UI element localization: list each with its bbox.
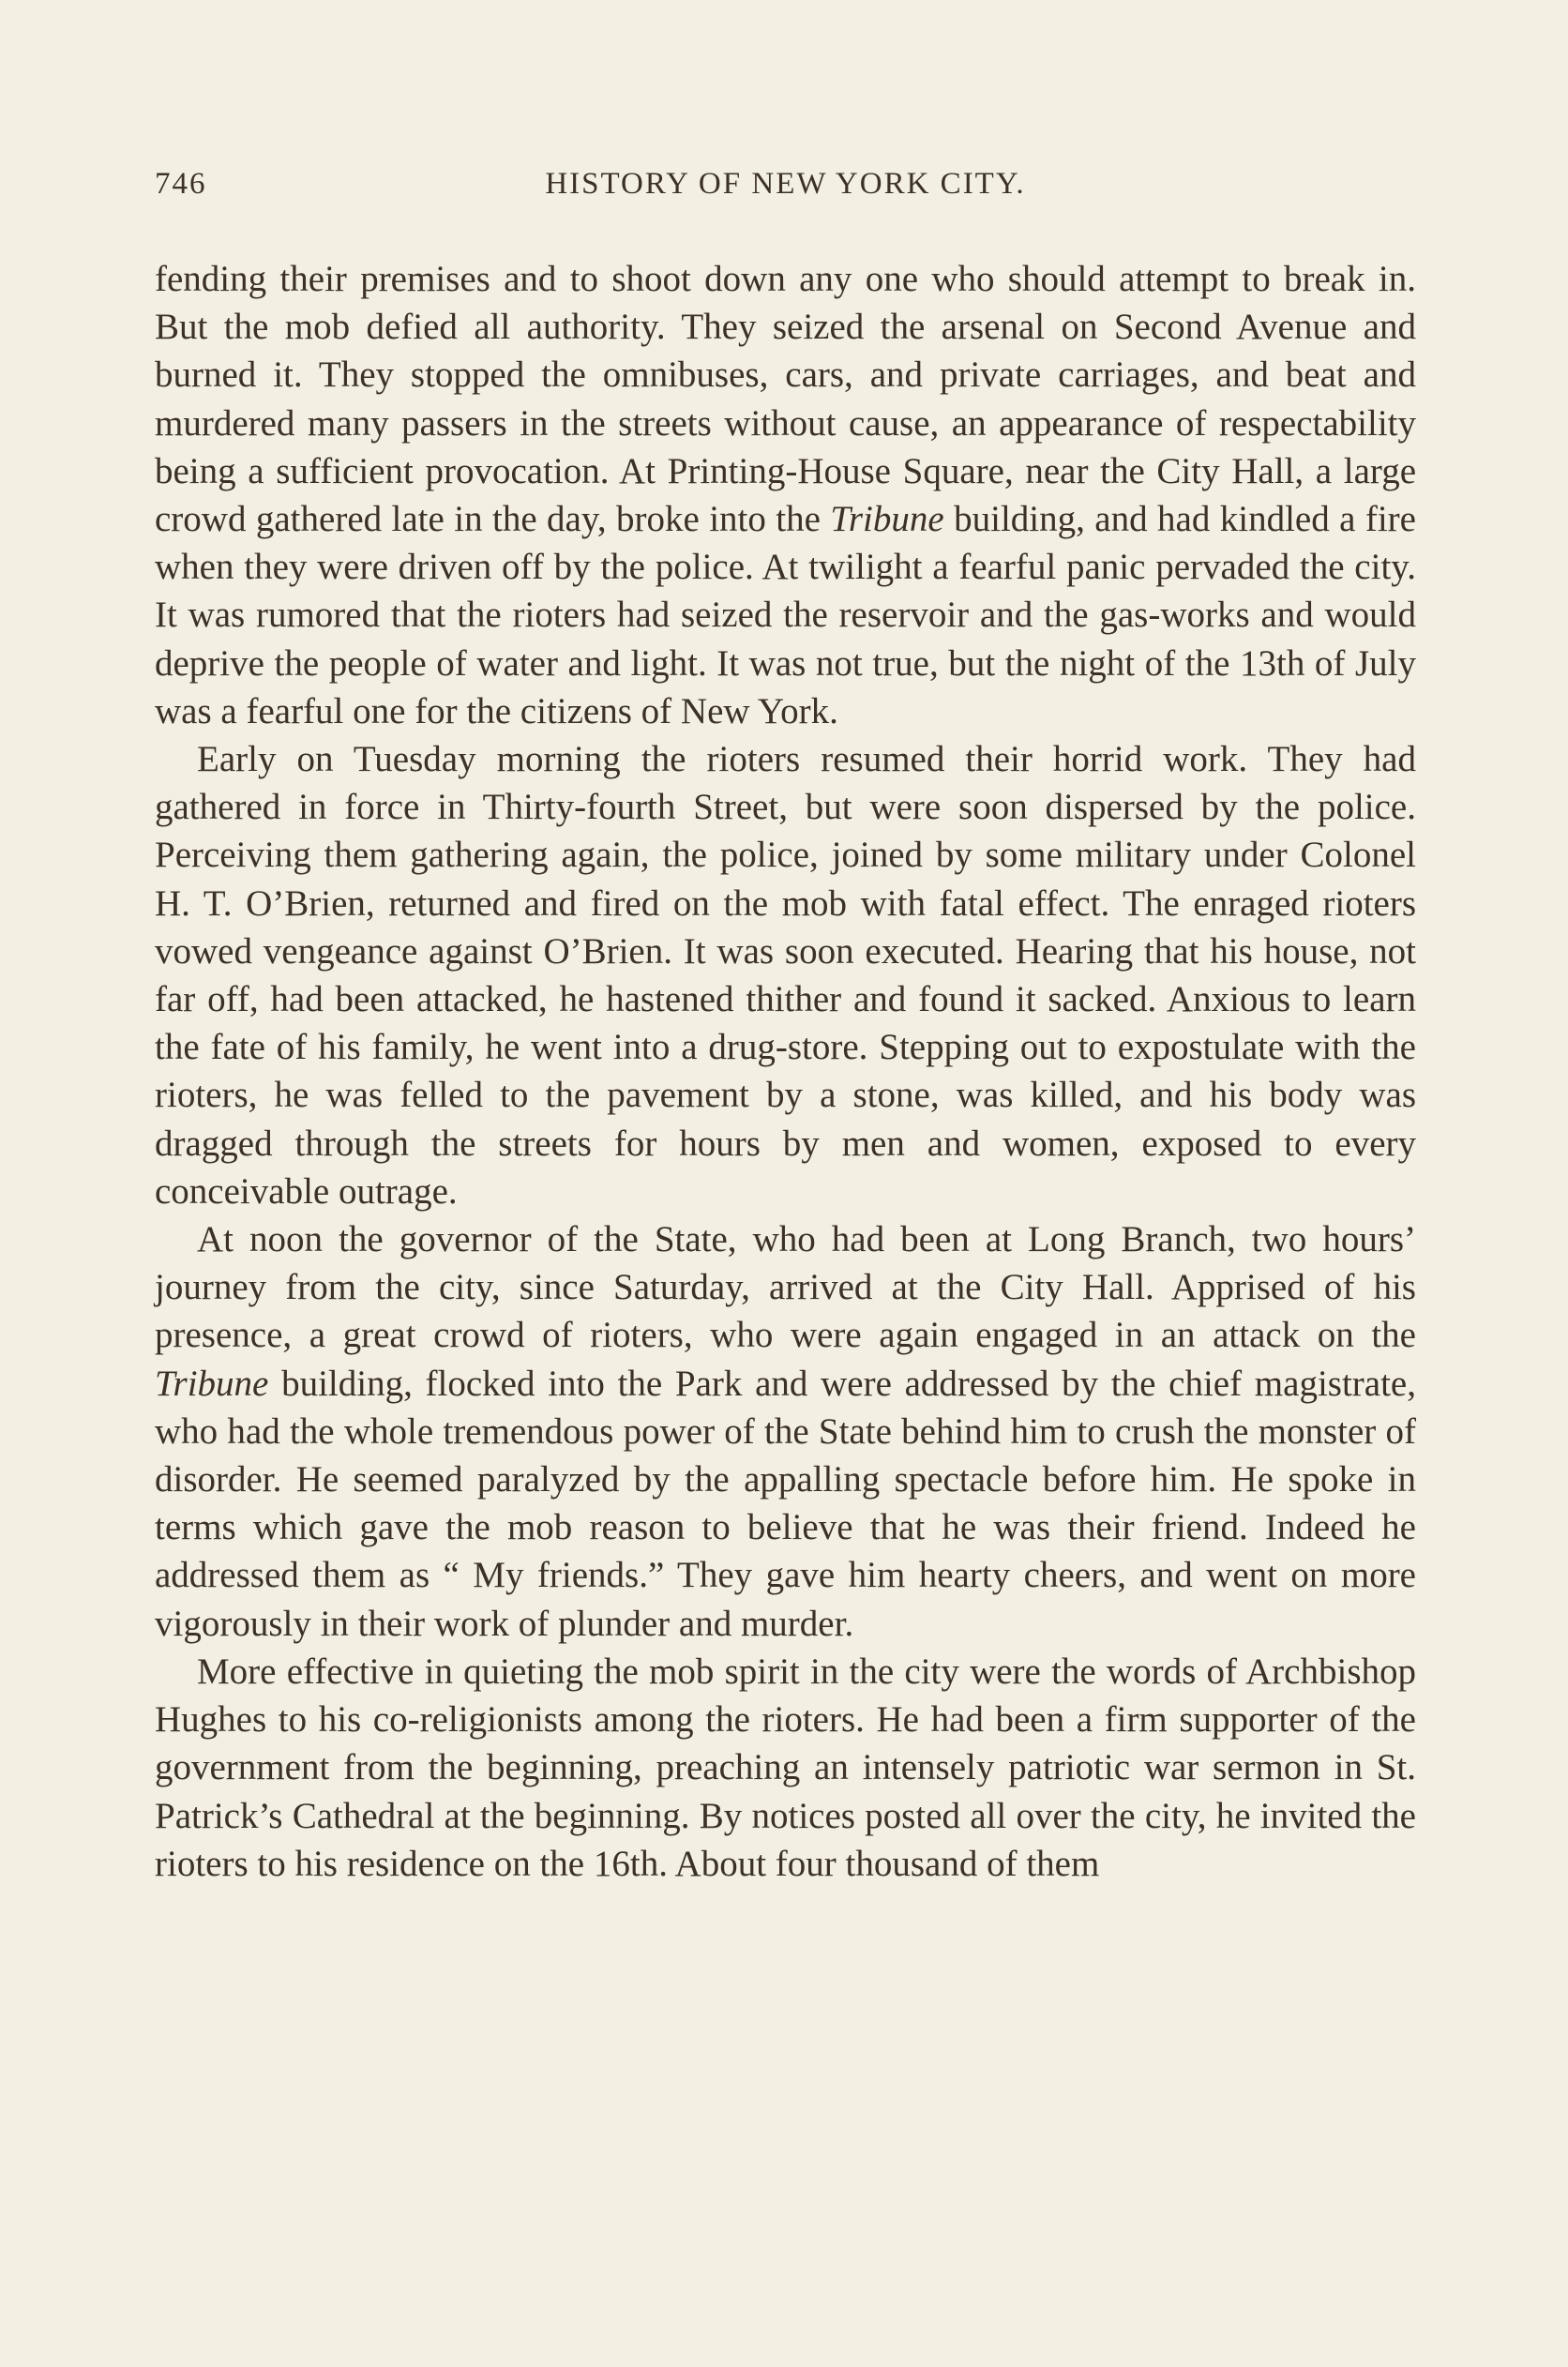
paragraph-1 [155, 255, 1416, 735]
paragraph-2-text-1: Early on Tuesday morning the rioters resumed their horrid work. They had gathered in force in Thirty-fourth Street, but were soon dispersed by the police. Perceiving them gathering again, the police, joined by some military under Colonel H. T. O’Brien, returned and fired on the mob with fatal effect. The enraged rioters vowed vengeance against O’Brien. It was soon executed. Hearing that his house, not far off, had been attacked, he hastened thither and found it sacked. Anxious to learn the fate of his family, he went into a drug-store. Stepping out to expostulate with the rioters, he was felled to the pavement by a stone, was killed, and his body was dragged through the streets for hours by men and women, exposed to every conceivable outrage. [155, 739, 1416, 1212]
running-head [155, 167, 1416, 214]
paragraph-3-tribune-italic: Tribune [155, 1363, 269, 1404]
running-title: HISTORY OF NEW YORK CITY. [545, 167, 1026, 201]
paragraph-3-text-1: At noon the governor of the State, who had been at Long Branch, two hours’ journey from the city, since Saturday, arrived at the City Hall. Apprised of his presence, a great crowd of rioters, who were again engaged in an attack on the [155, 1219, 1416, 1356]
paragraph-4 [155, 1648, 1416, 1888]
paragraph-1-text-1: fending their premises and to shoot down any one who should attempt to break in. But the mob defied all authority. They seized the arsenal on Second Avenue and burned it. They stopped the omnibuses, cars, and private carriages, and beat and murdered many passers in the streets without cause, an appearance of respectability being a sufficient provocation. At Printing-House Square, near the City Hall, a large crowd gathered late in the day, broke into the [155, 259, 1416, 540]
paragraph-1-text-2: building, and had kindled a fire when they were driven off by the police. At twilight a fearful panic pervaded the city. It was rumored that the rioters had seized the reservoir and the gas-works and would deprive the people of water and light. It was not true, but the night of the 13th of July was a fearful one for the citizens of New York. [155, 499, 1416, 731]
paragraph-4-text-1: More effective in quieting the mob spirit in the city were the words of Archbishop Hughes to his co-religionists among the rioters. He had been a firm supporter of the government from the beginning, preaching an intensely patriotic war sermon in St. Patrick’s Cathedral at the beginning. By notices posted all over the city, he invited the rioters to his residence on the 16th. About four thousand of them [155, 1651, 1416, 1884]
body-text [155, 255, 1416, 1888]
paragraph-3-text-2: building, flocked into the Park and were addressed by the chief magistrate, who had the whole tremendous power of the State behind him to crush the monster of disorder. He seemed paralyzed by the appalling spectacle before him. He spoke in terms which gave the mob reason to believe that he was their friend. Indeed he addressed them as “ My friends.” They gave him hearty cheers, and went on more vigorously in their work of plunder and murder. [155, 1363, 1416, 1644]
paragraph-3 [155, 1215, 1416, 1648]
paragraph-1-tribune-italic: Tribune [830, 499, 944, 540]
paragraph-2 [155, 735, 1416, 1215]
page-number: 746 [155, 167, 207, 201]
